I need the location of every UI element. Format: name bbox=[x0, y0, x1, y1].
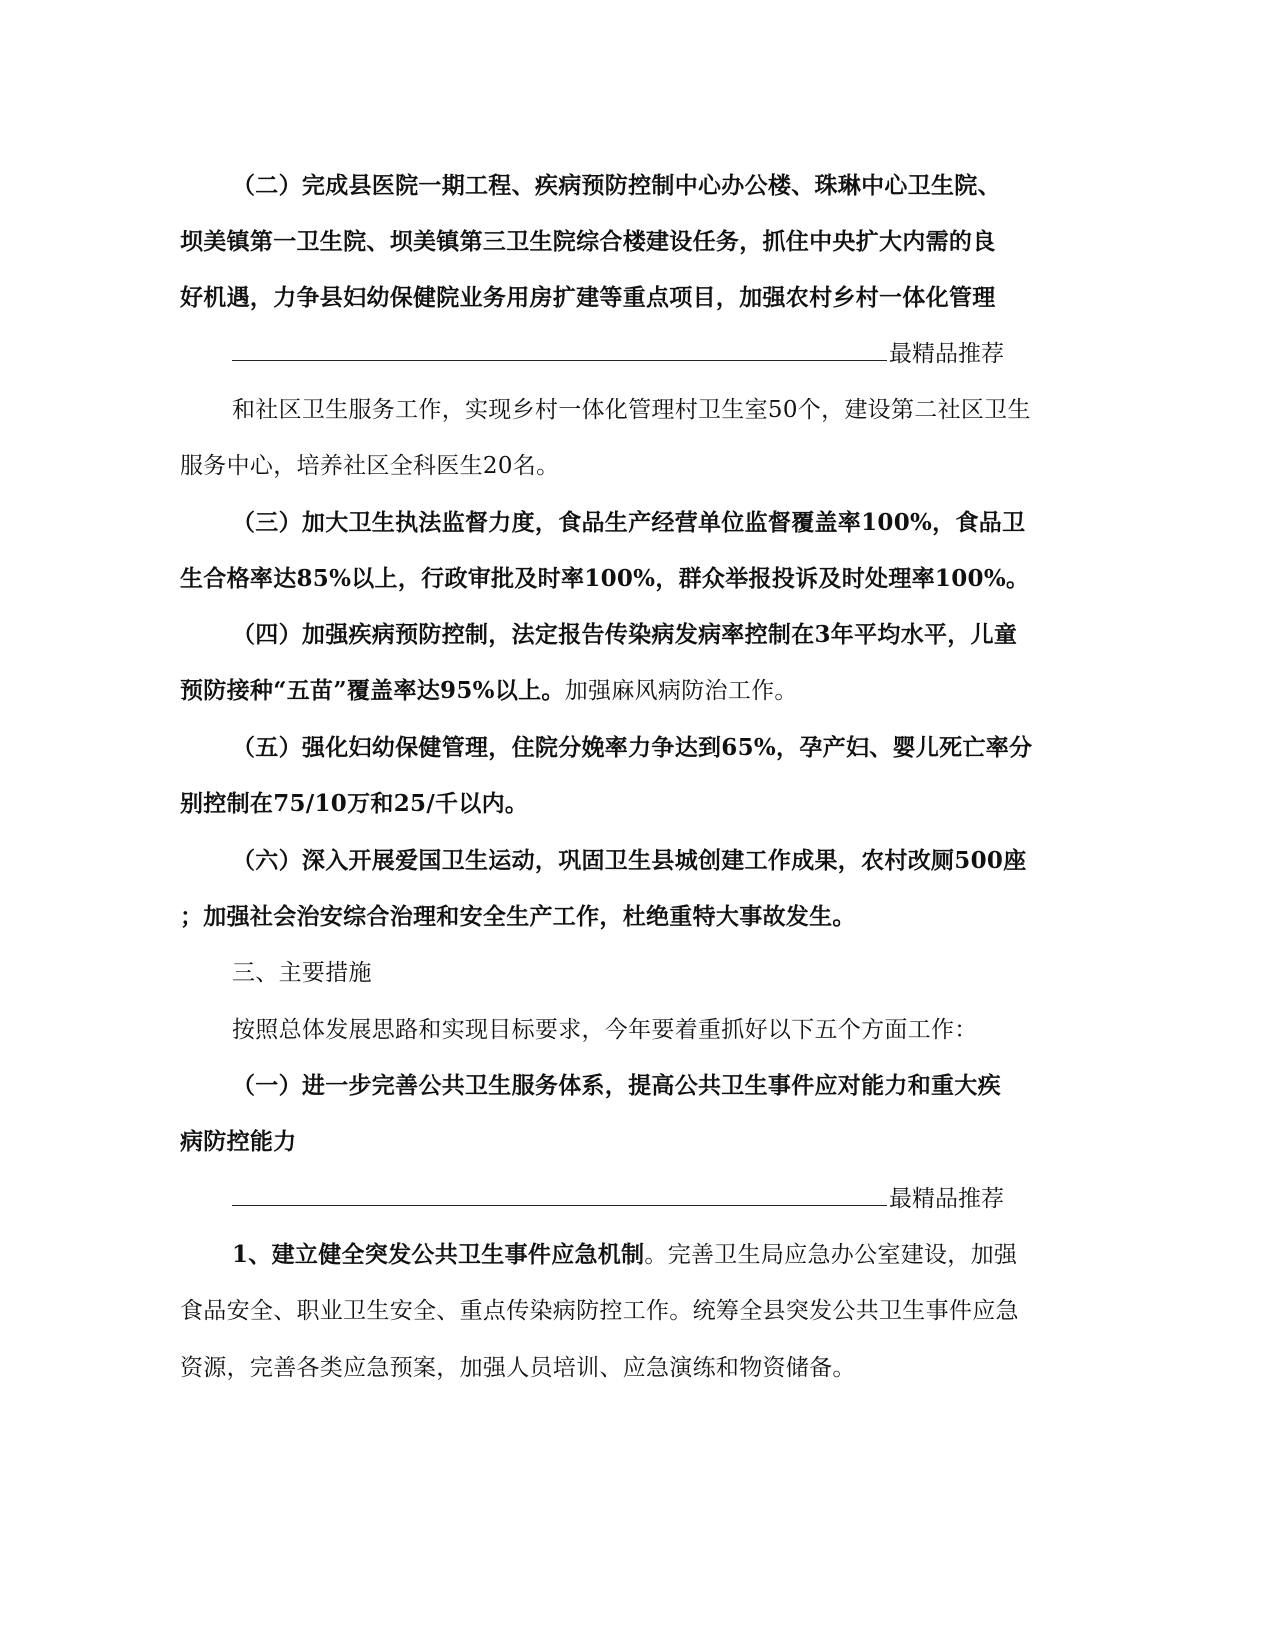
paragraph-8-line-3: 资源，完善各类应急预案，加强人员培训、应急演练和物资储备。 bbox=[180, 1355, 856, 1381]
paragraph-8-line-1 bbox=[232, 1239, 1017, 1271]
paragraph-4-bold-text: 预防接种“五苗”覆盖率达95%以上。 bbox=[180, 677, 565, 704]
paragraph-4-line-2 bbox=[180, 675, 798, 707]
paragraph-6-line-1: （六）深入开展爱国卫生运动，巩固卫生县城创建工作成果，农村改厕500座 bbox=[232, 847, 1027, 874]
paragraph-8-line-2: 食品安全、职业卫生安全、重点传染病防控工作。统筹全县突发公共卫生事件应急 bbox=[180, 1298, 1019, 1324]
paragraph-5-line-1: （五）强化妇幼保健管理，住院分娩率力争达到65%，孕产妇、婴儿死亡率分 bbox=[232, 734, 1033, 761]
paragraph-4-line-1: （四）加强疾病预防控制，法定报告传染病发病率控制在3年平均水平，儿童 bbox=[232, 621, 1018, 648]
paragraph-7-line-2: 病防控能力 bbox=[180, 1128, 297, 1155]
recommend-line-1 bbox=[232, 338, 1004, 370]
paragraph-2-line-1: （二）完成县医院一期工程、疾病预防控制中心办公楼、珠琳中心卫生院、 bbox=[232, 172, 1001, 199]
paragraph-7-line-1: （一）进一步完善公共卫生服务体系，提高公共卫生事件应对能力和重大疾 bbox=[232, 1072, 1001, 1099]
paragraph-5-line-2: 别控制在75/10万和25/千以内。 bbox=[180, 790, 529, 817]
underline-rule bbox=[232, 360, 887, 361]
underline-rule bbox=[232, 1205, 887, 1206]
paragraph-3-line-1: （三）加大卫生执法监督力度，食品生产经营单位监督覆盖率100%，食品卫 bbox=[232, 509, 1026, 536]
paragraph-4-normal-text: 加强麻风病防治工作。 bbox=[564, 678, 798, 704]
paragraph-community-line-1: 和社区卫生服务工作，实现乡村一体化管理村卫生室50个，建设第二社区卫生 bbox=[232, 397, 1031, 423]
paragraph-8-normal-text: 。完善卫生局应急办公室建设，加强 bbox=[644, 1242, 1018, 1268]
measures-intro: 按照总体发展思路和实现目标要求，今年要着重抓好以下五个方面工作： bbox=[232, 1017, 978, 1043]
paragraph-6-line-2: ；加强社会治安综合治理和安全生产工作，杜绝重特大事故发生。 bbox=[180, 903, 856, 930]
paragraph-3-line-2: 生合格率达85%以上，行政审批及时率100%，群众举报投诉及时处理率100%。 bbox=[180, 565, 1030, 592]
paragraph-2-line-3: 好机遇，力争县妇幼保健院业务用房扩建等重点项目，加强农村乡村一体化管理 bbox=[180, 284, 996, 311]
recommend-label: 最精品推荐 bbox=[889, 341, 1004, 367]
recommend-line-2 bbox=[232, 1183, 1004, 1215]
section-heading-3: 三、主要措施 bbox=[232, 960, 372, 986]
paragraph-8-bold-text: 1、建立健全突发公共卫生事件应急机制 bbox=[232, 1241, 645, 1268]
paragraph-community-line-2: 服务中心，培养社区全科医生20名。 bbox=[180, 453, 560, 479]
recommend-label: 最精品推荐 bbox=[889, 1186, 1004, 1212]
paragraph-2-line-2: 坝美镇第一卫生院、坝美镇第三卫生院综合楼建设任务，抓住中央扩大内需的良 bbox=[180, 228, 996, 255]
